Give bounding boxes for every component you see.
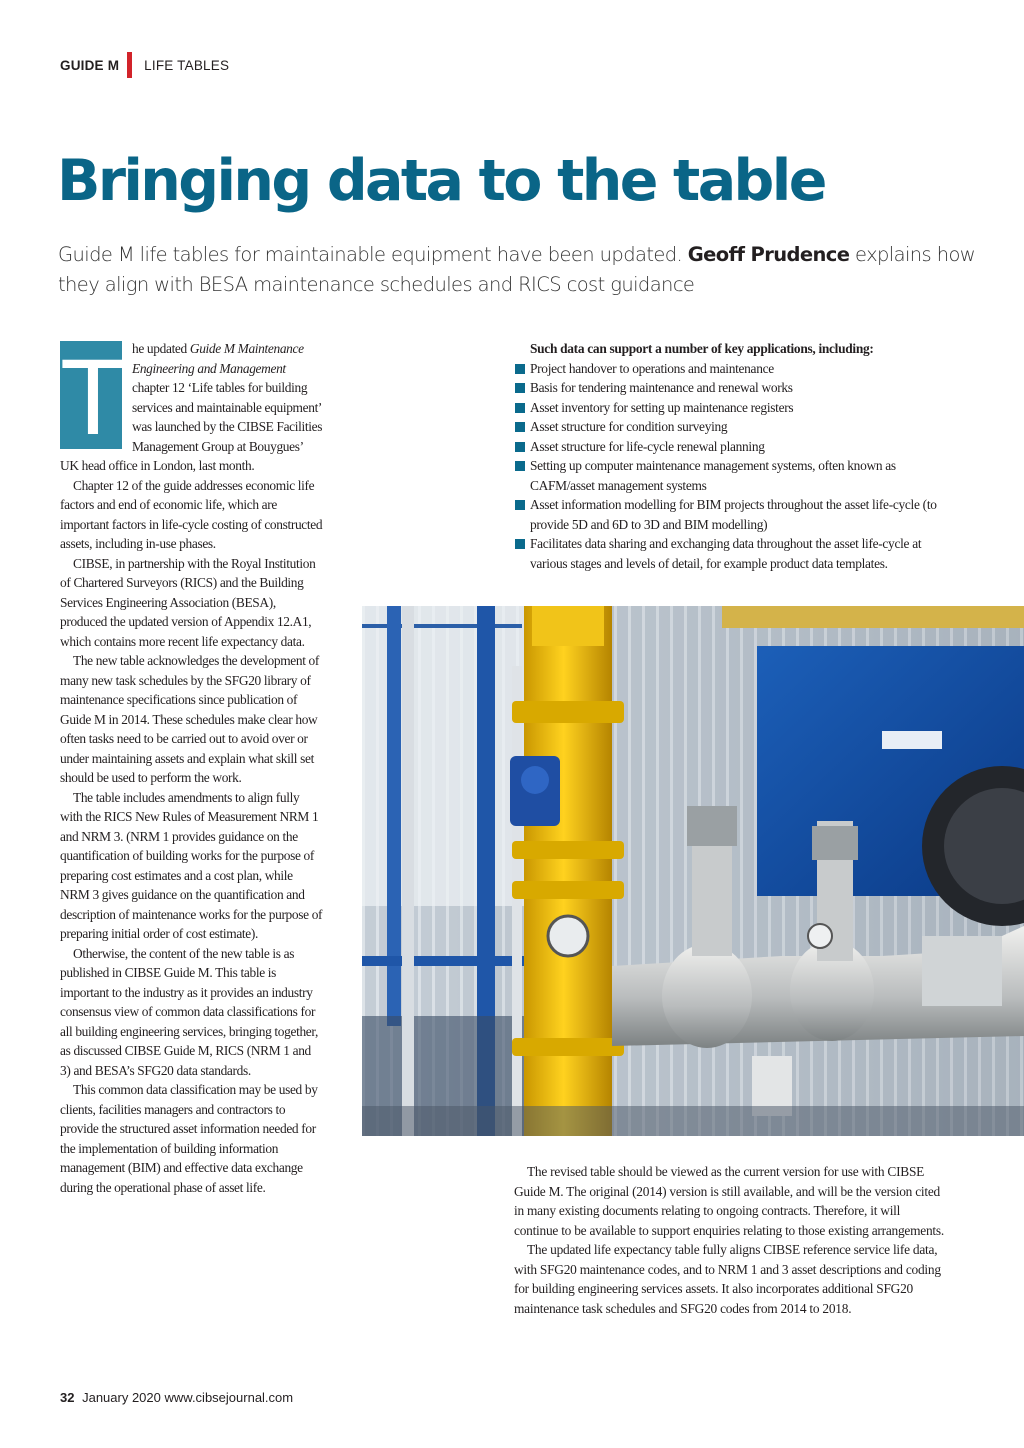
applications-intro: Such data can support a number of key applications, including:: [530, 341, 874, 356]
article-title: Bringing data to the table: [57, 148, 825, 214]
bullet-square-icon: [515, 442, 525, 452]
body-column-left: [60, 336, 324, 1197]
bullet-square-icon: [515, 383, 525, 393]
body-column-right: [514, 1162, 944, 1318]
bullet-square-icon: [515, 422, 525, 432]
list-item: Asset information modelling for BIM projects throughout the asset life-cycle (to provide 5D and 6D to 3D and BIM modelling): [514, 495, 944, 534]
subsection-label: LIFE TABLES: [144, 57, 230, 73]
list-item: Asset inventory for setting up maintenance registers: [514, 398, 944, 418]
list-item: Facilitates data sharing and exchanging data throughout the asset life-cycle at various stages and levels of detail, for example product data templates.: [514, 534, 944, 573]
body-paragraph: The updated life expectancy table fully aligns CIBSE reference service life data, with SFG20 maintenance codes, and to NRM 1 and 3 asset descriptions and coding for building engineering services assets. It also incorporates additional SFG20 maintenance task schedules and SFG20 codes from 2014 to 2018.: [514, 1242, 941, 1316]
body-paragraph: Otherwise, the content of the new table is as published in CIBSE Guide M. This table is important to the industry as it provides an industry consensus view of common data classifications for all building engineering services, bringing together, as discussed CIBSE Guide M, RICS (NRM 1 and 3) and BESA’s SFG20 data standards.: [60, 945, 318, 1078]
page-footer: [60, 1390, 293, 1405]
guide-title: Guide M Maintenance Engineering and Management: [132, 341, 304, 376]
running-header: [60, 52, 229, 78]
drop-cap: T: [60, 336, 126, 457]
bullet-square-icon: [515, 500, 525, 510]
body-paragraph: CIBSE, in partnership with the Royal Institution of Chartered Surveyors (RICS) and the Building Services Engineering Association (BESA), produced the updated version of Appendix 12.A1, which contains more recent life expectancy data.: [60, 555, 316, 649]
body-paragraph: The table includes amendments to align fully with the RICS New Rules of Measurement NRM 1 and NRM 3. (NRM 1 provides guidance on the quantification of building works for the purpose of preparing cost estimates and a cost plan, while NRM 3 gives guidance on the quantification and description of maintenance works for the purpose of preparing initial order of cost estimate).: [60, 789, 323, 941]
applications-list: [514, 339, 944, 573]
page-number: 32: [60, 1390, 75, 1405]
bullet-square-icon: [515, 539, 525, 549]
website-link[interactable]: www.cibsejournal.com: [164, 1390, 294, 1405]
list-item: Basis for tendering maintenance and renewal works: [514, 378, 944, 398]
section-label: GUIDE M: [60, 57, 120, 73]
issue-date: January 2020: [82, 1390, 161, 1405]
body-paragraph: The revised table should be viewed as the current version for use with CIBSE Guide M. The original (2014) version is still available, and will be the version cited in many existing documents relating to ongoing contracts. Therefore, it will continue to be available to support enquiries relating to those existing arrangements.: [514, 1164, 944, 1238]
list-item: Project handover to operations and maintenance: [514, 359, 944, 379]
body-paragraph: The new table acknowledges the development of many new task schedules by the SFG20 library of maintenance specifications since publication of Guide M in 2014. These schedules make clear how often tasks need to be carried out to avoid over or under maintaining assets and explain what skill set should be used to perform the work.: [60, 653, 320, 785]
body-paragraph: Chapter 12 of the guide addresses economic life factors and end of economic life, which are important factors in life-cycle costing of constructed assets, including in-use phases.: [60, 477, 323, 551]
list-item: Asset structure for life-cycle renewal planning: [514, 437, 944, 457]
bullet-square-icon: [515, 403, 525, 413]
list-item: Setting up computer maintenance management systems, often known as CAFM/asset management systems: [514, 456, 944, 495]
header-divider: [127, 52, 132, 78]
standfirst-trail: explains how they align with BESA maintenance schedules and RICS cost guidance: [58, 243, 976, 296]
plant-room-photo: [362, 606, 1024, 1136]
body-paragraph: This common data classification may be used by clients, facilities managers and contractors to provide the structured asset information needed for the implementation of building information management (BIM) and effective data exchange during the operational phase of asset life.: [60, 1082, 318, 1195]
standfirst-lead: Guide M life tables for maintainable equipment have been updated.: [58, 243, 683, 266]
bullet-square-icon: [515, 364, 525, 374]
author-name: Geoff Prudence: [687, 243, 850, 266]
standfirst: [58, 240, 978, 300]
body-paragraph: he updated Guide M Maintenance Engineering and Management chapter 12 ‘Life tables for building services and maintainable equipment’ was launched by the CIBSE Facilities Management Group at Bouygues’ UK head office in London, last month.: [60, 341, 323, 473]
list-item: Asset structure for condition surveying: [514, 417, 944, 437]
bullet-square-icon: [515, 461, 525, 471]
